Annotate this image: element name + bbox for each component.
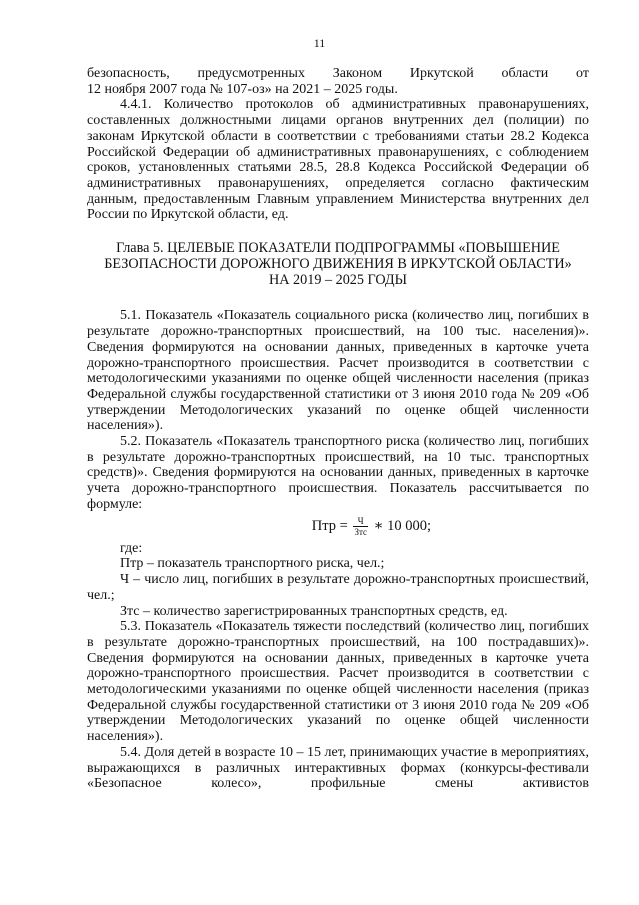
definition-zts: Зтс – количество зарегистрированных транспортных средств, ед. [120,603,508,619]
paragraph-5-3: 5.3. Показатель «Показатель тяжести последствий (количество лиц, погибших в результате дорожно-транспортных происшествий, на 100 пострадавших)». Сведения формируются на основании данных, приведенных в карточке учета дорожно-транспортного происшествия. Расчет производится в соответствии с методологическими указаниями по оценке общей численности населения (приказ Федеральной службы государственной статистики от 3 июня 2010 года № 209 «Об утверждении Методологических указаний по оценке общей численности населения»). [87,619,589,745]
formula-lhs: Птр = [311,517,348,534]
paragraph-5-4: 5.4. Доля детей в возрасте 10 – 15 лет, принимающих участие в мероприятиях, выражающихся в различных интерактивных формах (конкурсы-фестивали «Безопасное колесо», профильные смены активистов [87,744,589,792]
document-body [87,66,589,792]
formula-fraction [353,516,368,537]
intro-paragraph-line2: 12 ноября 2007 года № 107-оз» на 2021 – 2025 годы. [87,81,398,97]
paragraph-5-1: 5.1. Показатель «Показатель социального риска (количество лиц, погибших в результате дорожно-транспортных происшествий, на 100 тыс. населения)». Сведения формируются на основании данных, приведенных в карточке учета дорожно-транспортного происшествия. Расчет производится в соответствии с методологическими указаниями по оценке общей численности населения (приказ Федеральной службы государственной статистики от 3 июня 2010 года № 209 «Об утверждении Методологических указаний по оценке общей численности населения»). [87,308,589,434]
paragraph-4-4-1: 4.4.1. Количество протоколов об административных правонарушениях, составленных должностными лицами органов внутренних дел (полиции) по законам Иркутской области в соответствии с требованиями статьи 28.2 Кодекса Российской Федерации об административных правонарушениях, с соблюдением сроков, установленных статьями 28.5, 28.8 Кодекса Российской Федерации об административных правонарушениях, определяется согласно фактическим данным, предоставленным Главным управлением Министерства внутренних дел России по Иркутской области, ед. [87,97,589,223]
page-number: 11 [313,36,326,50]
definition-ptr: Птр – показатель транспортного риска, чел.; [120,556,385,572]
formula-denominator: Зтс [354,526,367,537]
paragraph-5-2: 5.2. Показатель «Показатель транспортного риска (количество лиц, погибших в результате дорожно-транспортных происшествий, на 10 тыс. транспортных средств)». Сведения формируются на основании данных, приведенных в карточке учета дорожно-транспортного происшествия. Показатель рассчитывается по формуле: [87,434,589,512]
intro-paragraph-line1: безопасность, предусмотренных Законом Иркутской области от [87,66,589,81]
where-label: где: [120,540,143,556]
chapter-heading-line3: НА 2019 – 2025 ГОДЫ [269,271,407,288]
chapter-heading-line2: БЕЗОПАСНОСТИ ДОРОЖНОГО ДВИЖЕНИЯ В ИРКУТСКОЙ ОБЛАСТИ» [104,255,572,272]
definition-ch: Ч – число лиц, погибших в результате дорожно-транспортных происшествий, чел.; [87,572,589,603]
chapter-heading [87,241,589,288]
transport-risk-formula [87,516,589,537]
formula-rhs: ∗ 10 000; [373,517,431,534]
chapter-heading-line1: Глава 5. ЦЕЛЕВЫЕ ПОКАЗАТЕЛИ ПОДПРОГРАММЫ «ПОВЫШЕНИЕ [116,240,560,257]
formula-numerator: Ч [353,516,368,527]
